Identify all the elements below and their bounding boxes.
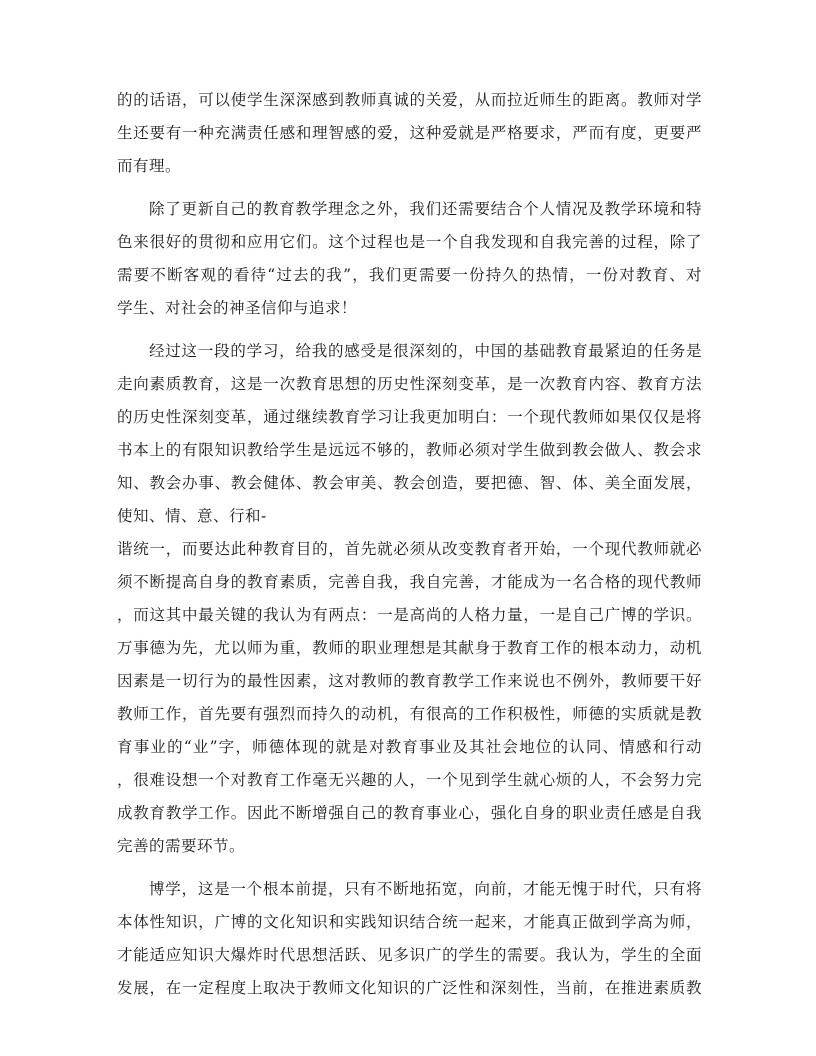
text-line: 学生、对社会的神圣信仰与追求！ (117, 299, 358, 317)
text-line: 而有理。 (117, 157, 182, 175)
text-line: ，很难设想一个对教育工作毫无兴趣的人，一个见到学生就心烦的人，不会努力完 (117, 771, 702, 789)
text-line: 发展，在一定程度上取决于教师文化知识的广泛性和深刻性，当前，在推进素质教 (117, 979, 702, 997)
text-line: 博学，这是一个根本前提，只有不断地拓宽，向前，才能无愧于时代，只有将 (149, 880, 702, 898)
text-line: 完善的需要环节。 (117, 837, 246, 855)
text-line: 成教育教学工作。因此不断增强自己的教育事业心，强化自身的职业责任感是自我 (117, 804, 702, 822)
paragraph-4 (117, 873, 702, 1005)
text-line: 需要不断客观的看待“过去的我”，我们更需要一份持久的热情，一份对教育、对 (117, 266, 702, 284)
text-line: 知、教会办事、教会健体、教会审美、教会创造，要把德、智、体、美全面发展， (117, 474, 702, 492)
text-line: 走向素质教育，这是一次教育思想的历史性深刻变革，是一次教育内容、教育方法 (117, 375, 702, 393)
text-line: 因素是一切行为的最性因素，这对教师的教育教学工作来说也不例外，教师要干好 (117, 672, 702, 690)
text-line: 须不断提高自身的教育素质，完善自我，我自完善，才能成为一名合格的现代教师 (117, 573, 702, 591)
text-line: 生还要有一种充满责任感和理智感的爱，这种爱就是严格要求，严而有度，更要严 (117, 124, 702, 142)
text-line: 谐统一，而要达此种教育目的，首先就必须从改变教育者开始，一个现代教师就必 (117, 540, 702, 558)
text-line: 经过这一段的学习，给我的感受是很深刻的，中国的基础教育最紧迫的任务是 (149, 342, 702, 360)
text-line: 色来很好的贯彻和应用它们。这个过程也是一个自我发现和自我完善的过程，除了 (117, 233, 702, 251)
text-line: 使知、情、意、行和- (117, 507, 267, 525)
paragraph-2 (117, 193, 702, 325)
text-line: 万事德为先，尤以师为重，教师的职业理想是其献身于教育工作的根本动力，动机 (117, 639, 702, 657)
text-line: 的历史性深刻变革，通过继续教育学习让我更加明白：一个现代教师如果仅仅是将 (117, 408, 702, 426)
text-line: 除了更新自己的教育教学理念之外，我们还需要结合个人情况及教学环境和特 (149, 200, 702, 218)
text-line: 教师工作，首先要有强烈而持久的动机，有很高的工作积极性，师德的实质就是教 (117, 705, 702, 723)
text-line: 本体性知识，广博的文化知识和实践知识结合统一起来，才能真正做到学高为师， (117, 913, 702, 931)
text-line: 书本上的有限知识教给学生是远远不够的，教师必须对学生做到教会做人、教会求 (117, 441, 702, 459)
text-line: ，而这其中最关键的我认为有两点：一是高尚的人格力量，一是自己广博的学识。 (117, 606, 702, 624)
text-line: 育事业的“业”字，师德体现的就是对教育事业及其社会地位的认同、情感和行动 (117, 738, 702, 756)
paragraph-3 (117, 335, 702, 863)
paragraph-1 (117, 84, 702, 183)
body-text (117, 84, 702, 1005)
text-line: 的的话语，可以使学生深深感到教师真诚的关爱，从而拉近师生的距离。教师对学 (117, 91, 702, 109)
text-line: 才能适应知识大爆炸时代思想活跃、见多识广的学生的需要。我认为，学生的全面 (117, 946, 702, 964)
